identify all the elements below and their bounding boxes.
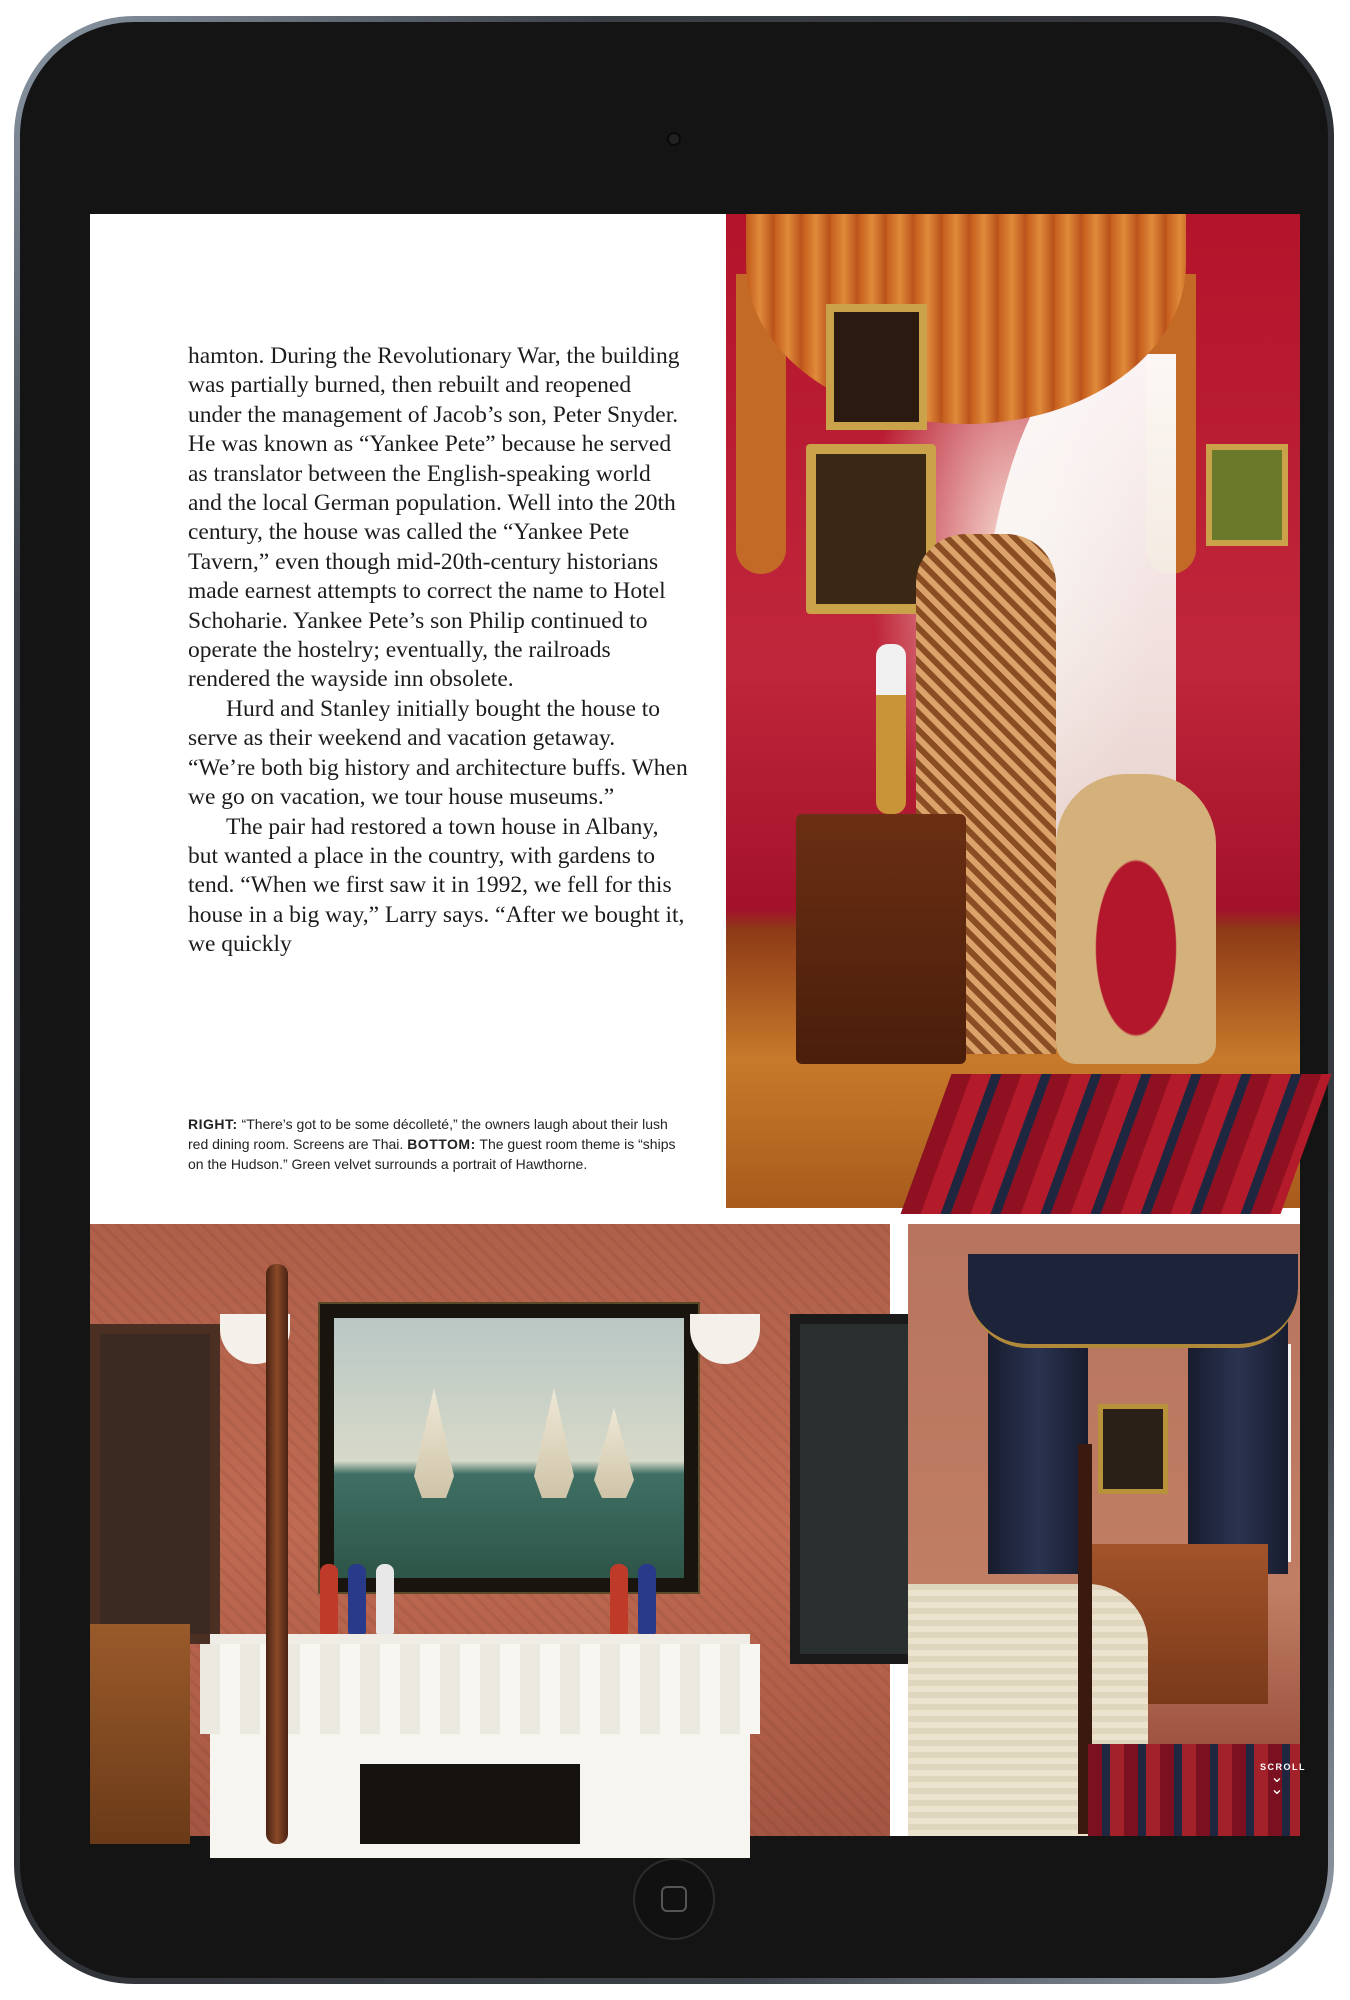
- article-body: [188, 342, 688, 960]
- caption-bottom-label: BOTTOM:: [407, 1136, 476, 1152]
- side-painting: [790, 1314, 920, 1664]
- mahogany-chest: [796, 814, 966, 1064]
- cane-chair: [1056, 774, 1216, 1064]
- home-icon: [661, 1886, 687, 1912]
- ship-painting: [320, 1304, 698, 1592]
- oil-lamp: [876, 644, 906, 814]
- dining-room-photo: [726, 214, 1300, 1208]
- caption-right-text: “There’s got to be some décolleté,” the owners laugh about their lush red dining room. Screens are Thai.: [188, 1116, 668, 1152]
- ship: [414, 1388, 454, 1498]
- soldier-figurine: [638, 1564, 656, 1634]
- soldier-figurine: [348, 1564, 366, 1634]
- side-painting: [90, 1324, 220, 1644]
- guest-room-mantel-photo: [90, 1224, 890, 1836]
- wall-sconce: [690, 1314, 760, 1364]
- guest-room-bed-photo: [908, 1224, 1306, 1836]
- caption-bottom-text: The guest room theme is “ships on the Hudson.” Green velvet surrounds a portrait of Hawthorne.: [188, 1136, 676, 1172]
- magazine-page[interactable]: [90, 214, 1306, 1836]
- bed-post: [266, 1264, 288, 1844]
- velvet-valance: [968, 1254, 1298, 1348]
- tablet-device: [14, 16, 1334, 1984]
- oriental-rug: [901, 1074, 1332, 1214]
- tablet-bezel: [20, 22, 1328, 1978]
- dresser: [90, 1624, 190, 1844]
- chevron-down-icon: ⌄: [1270, 1769, 1284, 1786]
- soldier-figurine: [610, 1564, 628, 1634]
- caption-right-label: RIGHT:: [188, 1116, 238, 1132]
- article-paragraph-1: hamton. During the Revolutionary War, the building was partially burned, then rebuilt and reopened under the management of Jacob’s son, Peter Snyder. He was known as “Yankee Pete” because he served as translator between the English-speaking world and the local German population. Well into the 20th century, the house was called the “Yankee Pete Tavern,” even though mid-20th-century historians made earnest attempts to correct the name to Hotel Schoharie. Yankee Pete’s son Philip continued to operate the hostelry; eventually, the railroads rendered the wayside inn obsolete.: [188, 343, 680, 693]
- scroll-indicator[interactable]: [1260, 1762, 1306, 1798]
- camera-icon: [667, 132, 681, 146]
- ship: [594, 1408, 634, 1498]
- wall-picture: [1206, 444, 1288, 546]
- ship: [534, 1388, 574, 1498]
- photo-caption: [188, 1114, 688, 1174]
- soldier-figurine: [376, 1564, 394, 1634]
- hawthorne-portrait: [1098, 1404, 1168, 1494]
- article-paragraph-3: The pair had restored a town house in Albany, but wanted a place in the country, with gardens to tend. “When we first saw it in 1992, we fell for this house in a big way,” Larry says. “After we bought it, we quickly: [188, 813, 685, 958]
- soldier-figurine: [320, 1564, 338, 1634]
- home-button[interactable]: [633, 1858, 715, 1940]
- still-life-painting: [826, 304, 927, 430]
- chevron-down-icon: ⌄: [1270, 1781, 1284, 1798]
- article-paragraph-2: Hurd and Stanley initially bought the house to serve as their weekend and vacation getaway. “We’re both big history and architecture buffs. When we go on vacation, we tour house museums.”: [188, 695, 688, 811]
- firebox: [360, 1764, 580, 1844]
- scroll-label: SCROLL: [1260, 1762, 1306, 1772]
